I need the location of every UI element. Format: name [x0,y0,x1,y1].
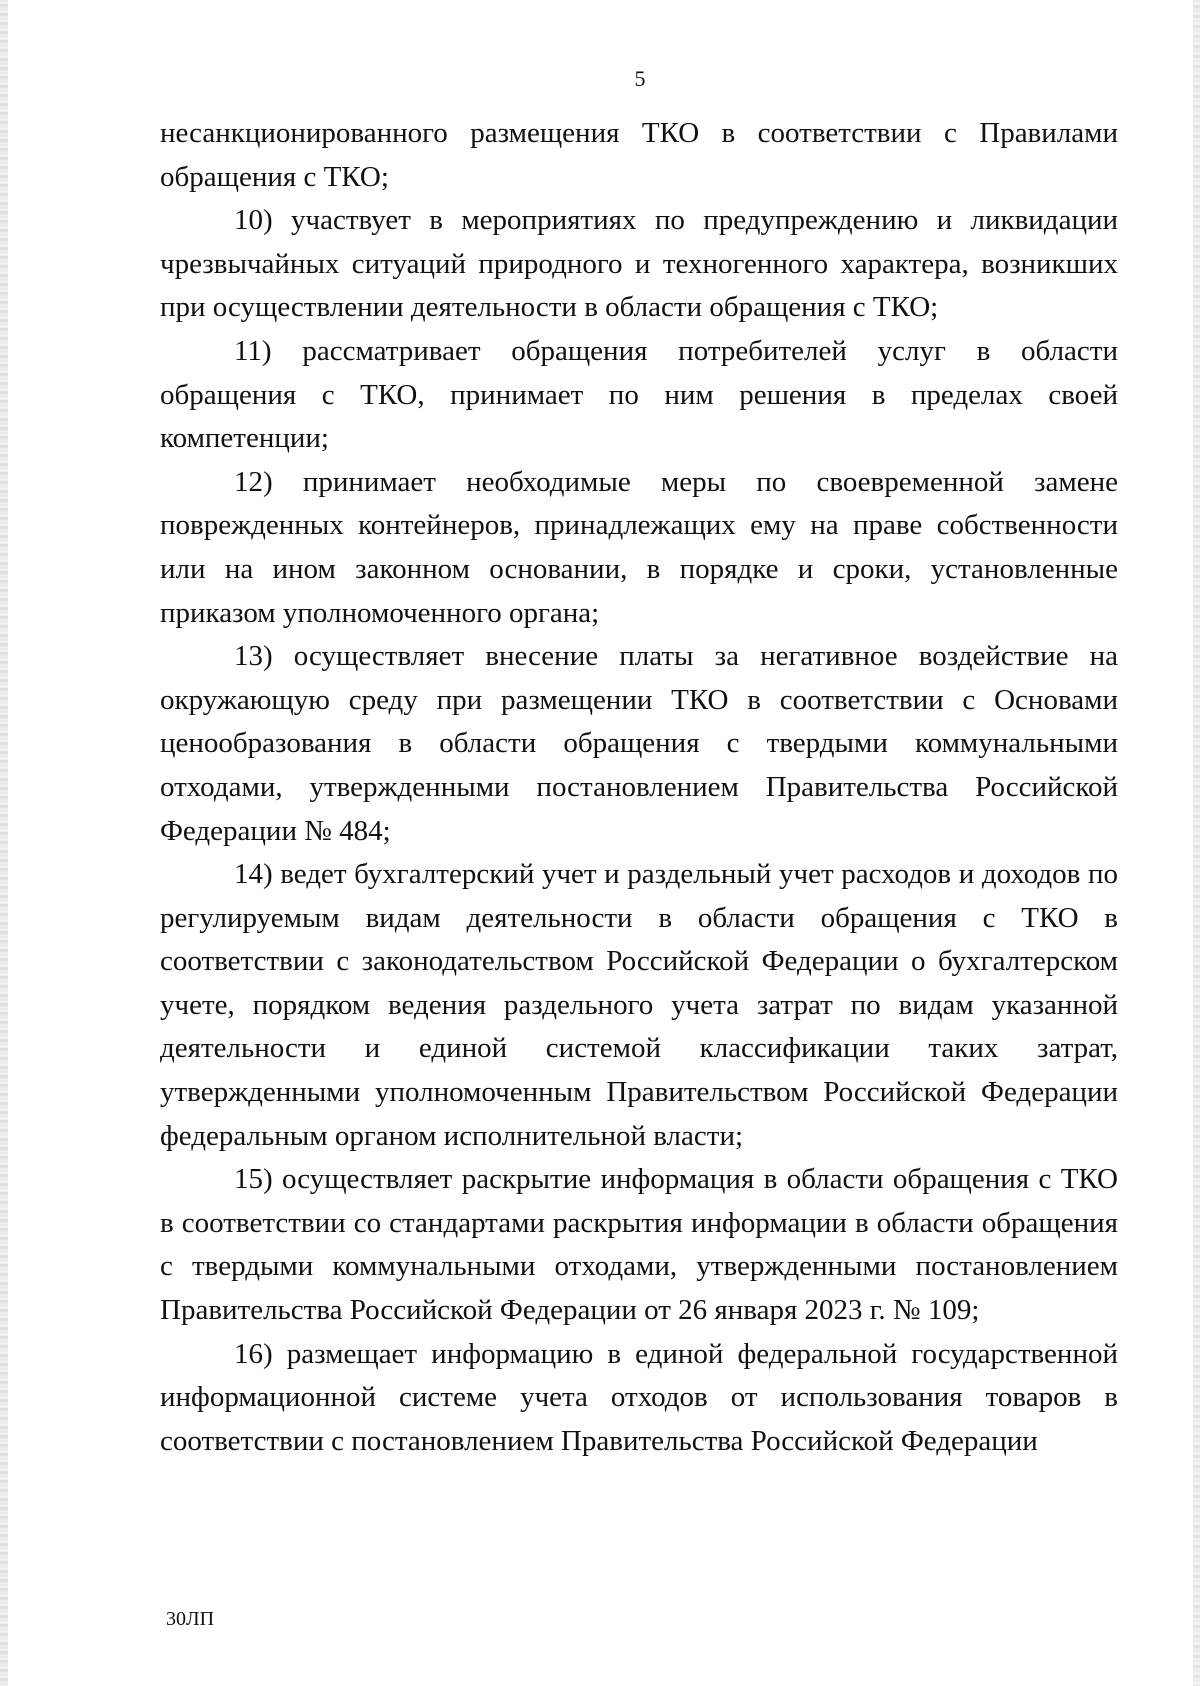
paragraph-item-13: 13) осуществляет внесение платы за негативное воздействие на окружающую среду при размещении ТКО в соответствии с Основами ценообразования в области обращения с твердыми коммунальными отходами, утвержденными постановлением Правительства Российской Федерации № 484; [160,640,1118,847]
paragraph-item-11: 11) рассматривает обращения потребителей услуг в области обращения с ТКО, принимает по ним решения в пределах своей компетенции; [160,334,1118,455]
paragraph-item-12: 12) принимает необходимые меры по своевременной замене поврежденных контейнеров, принадлежащих ему на праве собственности или на ином законном основании, в порядке и сроки, установленные приказом уполномоченного органа; [160,465,1118,629]
document-body [160,112,1118,1463]
footer-document-code: 30ЛП [166,1608,215,1630]
paragraph-item-16: 16) размещает информацию в единой федеральной государственной информационной системе учета отходов от использования товаров в соответствии с постановлением Правительства Российской Федерации [160,1337,1118,1457]
scan-edge-right [1193,0,1200,1686]
paragraph-item-14: 14) ведет бухгалтерский учет и раздельный учет расходов и доходов по регулируемым видам деятельности в области обращения с ТКО в соответствии с законодательством Российской Федерации о бухгалтерском учете, порядком ведения раздельного учета затрат по видам указанной деятельности и единой системой классификации таких затрат, утвержденными уполномоченным Правительством Российской Федерации федеральным органом исполнительной власти; [160,858,1118,1152]
paragraph-item-15: 15) осуществляет раскрытие информация в области обращения с ТКО в соответствии со стандартами раскрытия информации в области обращения с твердыми коммунальными отходами, утвержденными постановлением Правительства Российской Федерации от 26 января 2023 г. № 109; [160,1163,1118,1327]
page-number: 5 [634,66,646,91]
paragraph-continuation: несанкционированного размещения ТКО в соответствии с Правилами обращения с ТКО; [160,117,1118,193]
paragraph-item-10: 10) участвует в мероприятиях по предупреждению и ликвидации чрезвычайных ситуаций природного и техногенного характера, возникших при осуществлении деятельности в области обращения с ТКО; [160,204,1118,324]
scan-edge-left [0,0,8,1686]
